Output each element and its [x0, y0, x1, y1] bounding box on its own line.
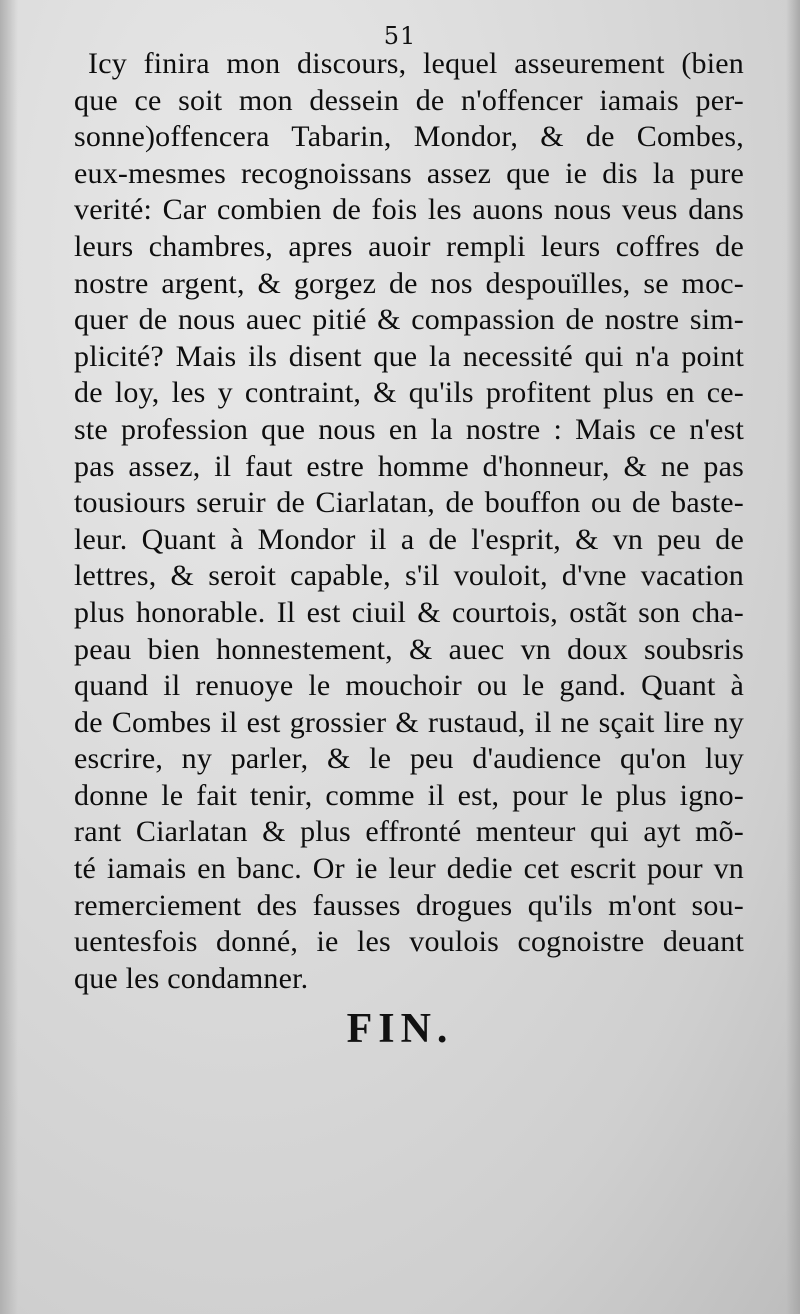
page-number: 51	[383, 22, 417, 50]
text-line: rant Ciarlatan & plus effronté menteur qui ayt mõ-	[74, 815, 744, 849]
text-line: quer de nous auec pitié & compassion de nostre sim-	[74, 303, 744, 337]
text-line: que les condamner.	[74, 961, 309, 995]
text-line: que ce soit mon dessein de n'offencer iamais per-	[74, 83, 744, 117]
text-line: eux-mesmes recognoissans assez que ie dis la pure	[74, 156, 744, 190]
text-line: peau bien honnestement, & auec vn doux soubsris	[74, 632, 744, 666]
text-line: Icy finira mon discours, lequel asseurement (bien	[88, 47, 744, 80]
text-line: té iamais en banc. Or ie leur dedie cet escrit pour vn	[74, 852, 744, 886]
text-line: tousiours seruir de Ciarlatan, de bouffon ou de baste-	[74, 486, 744, 520]
text-line: nostre argent, & gorgez de nos despouïlles, se moc-	[74, 266, 744, 300]
text-line: lettres, & seroit capable, s'il vouloit, d'vne vacation	[74, 559, 744, 593]
closing-fin: FIN.	[346, 1006, 454, 1052]
text-line: remerciement des fausses drogues qu'ils m'ont sou-	[74, 888, 744, 922]
page-left-edge	[0, 0, 18, 1314]
text-line: plus honorable. Il est ciuil & courtois, ostãt son cha-	[74, 595, 744, 629]
text-line: de Combes il est grossier & rustaud, il ne sçait lire ny	[74, 705, 744, 739]
text-line: leurs chambres, apres auoir rempli leurs coffres de	[74, 229, 744, 263]
text-line: sonne)offencera Tabarin, Mondor, & de Combes,	[74, 120, 744, 154]
text-line: verité: Car combien de fois les auons nous veus dans	[74, 193, 744, 227]
text-line: donne le fait tenir, comme il est, pour le plus igno-	[74, 778, 744, 812]
body-text	[74, 46, 744, 997]
text-line: de loy, les y contraint, & qu'ils profitent plus en ce-	[74, 376, 744, 410]
text-line: ste profession que nous en la nostre : Mais ce n'est	[74, 412, 744, 446]
text-line: escrire, ny parler, & le peu d'audience qu'on luy	[74, 742, 744, 776]
text-line: uentesfois donné, ie les voulois cognoistre deuant	[74, 925, 744, 959]
text-line: leur. Quant à Mondor il a de l'esprit, & vn peu de	[74, 522, 744, 556]
page-right-edge	[786, 0, 800, 1314]
text-line: pas assez, il faut estre homme d'honneur, & ne pas	[74, 449, 744, 483]
text-line: quand il renuoye le mouchoir ou le gand. Quant à	[74, 669, 744, 703]
text-line: plicité? Mais ils disent que la necessité qui n'a point	[74, 339, 744, 373]
